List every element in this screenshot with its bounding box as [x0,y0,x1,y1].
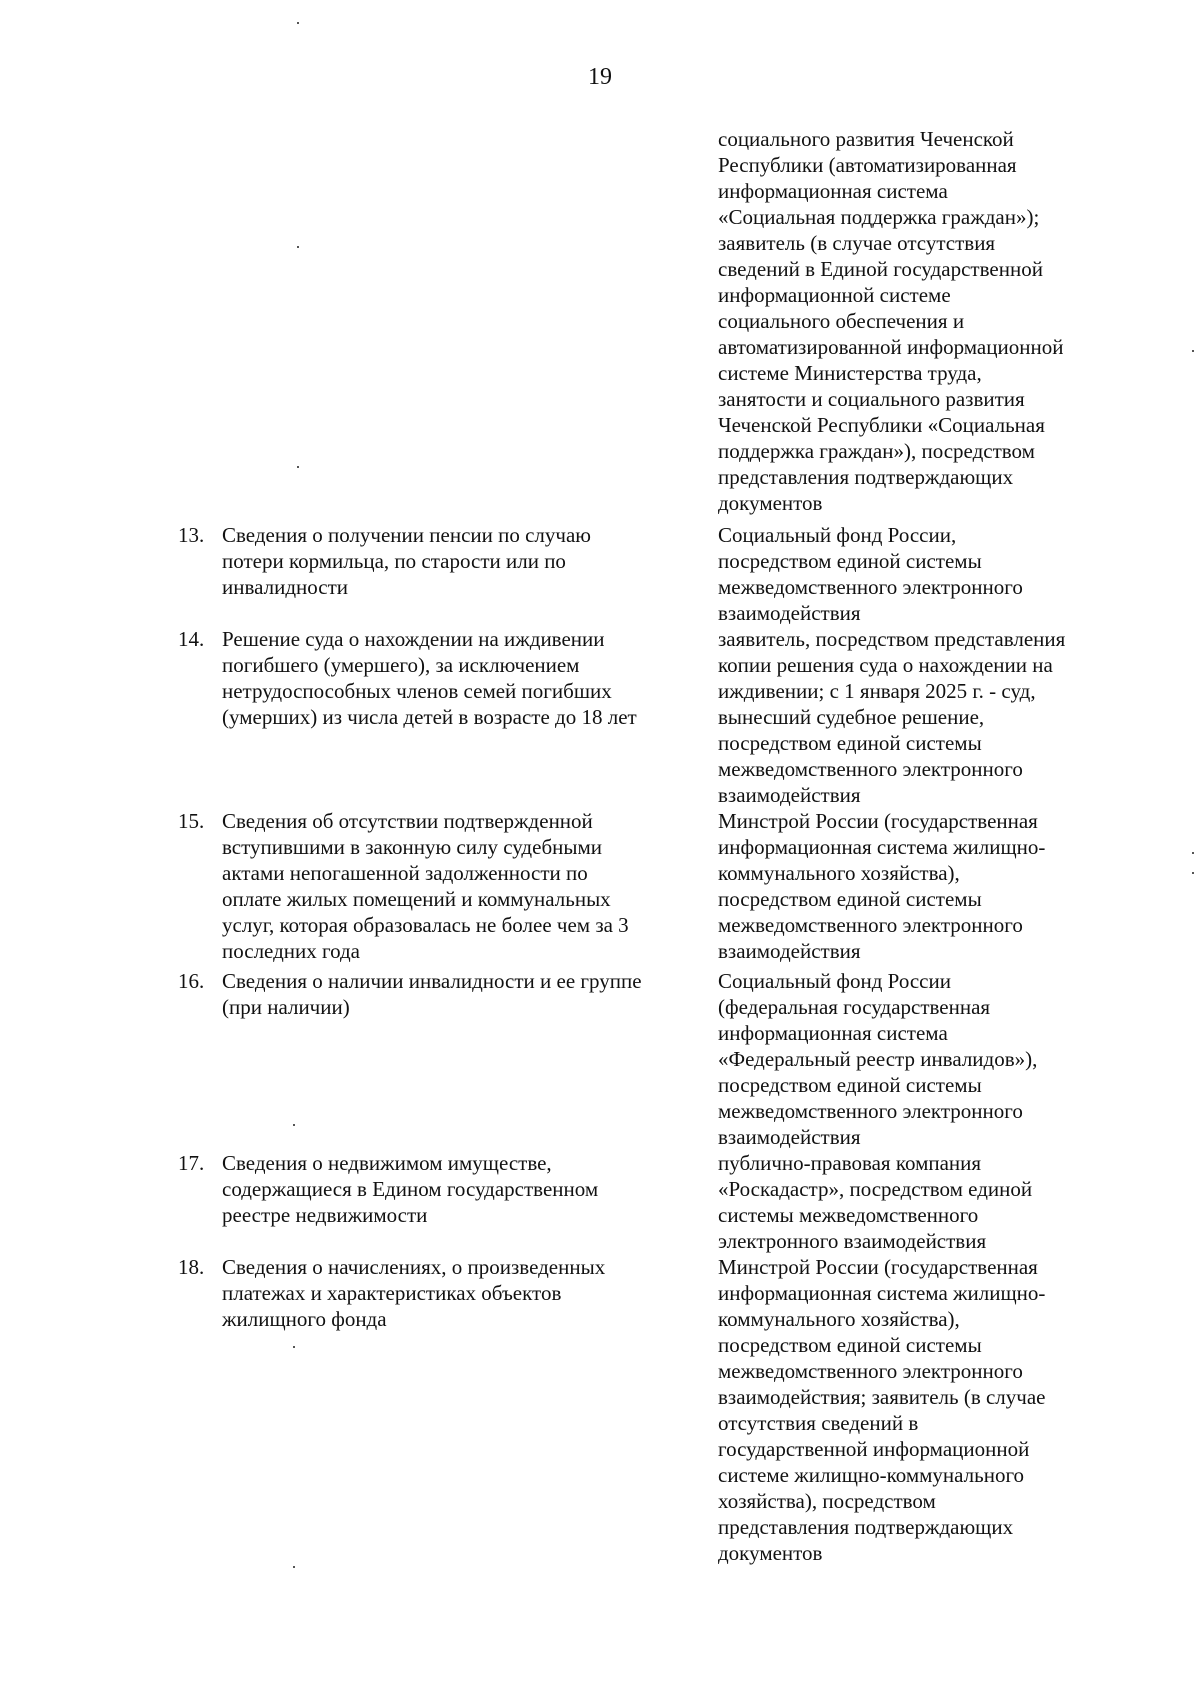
source-line: системе жилищно-коммунального [718,1463,1025,1487]
row-source [718,126,1158,516]
scan-speck [293,1566,295,1568]
row-description [222,522,716,600]
source-line: «Федеральный реестр инвалидов»), [718,1047,1038,1071]
description-line: инвалидности [222,575,349,599]
description-line: жилищного фонда [222,1307,387,1331]
source-line: взаимодействия; заявитель (в случае [718,1385,1046,1409]
description-line: Сведения о получении пенсии по случаю [222,523,591,547]
source-line: документов [718,491,823,515]
source-line: межведомственного электронного [718,913,1023,937]
row-source [718,1254,1158,1566]
source-line: электронного взаимодействия [718,1229,987,1253]
source-line: автоматизированной информационной [718,335,1064,359]
source-line: (федеральная государственная [718,995,991,1019]
scan-speck [1192,350,1194,352]
scan-speck [1192,872,1194,874]
source-line: межведомственного электронного [718,1099,1023,1123]
row-source [718,968,1158,1150]
source-line: межведомственного электронного [718,757,1023,781]
description-line: услуг, которая образовалась не более чем за 3 [222,913,629,937]
source-line: иждивении; с 1 января 2025 г. - суд, [718,679,1036,703]
description-line: погибшего (умершего), за исключением [222,653,580,677]
source-line: информационная система жилищно- [718,835,1046,859]
description-line: Сведения о недвижимом имуществе, [222,1151,552,1175]
description-line: (умерших) из числа детей в возрасте до 18 лет [222,705,637,729]
source-line: коммунального хозяйства), [718,861,960,885]
description-line: (при наличии) [222,995,350,1019]
source-line: государственной информационной [718,1437,1030,1461]
source-line: Социальный фонд России, [718,523,957,547]
description-line: Сведения о начислениях, о произведенных [222,1255,606,1279]
row-number: 13. [178,523,205,547]
description-line: Решение суда о нахождении на иждивении [222,627,605,651]
row-number: 14. [178,627,205,651]
source-line: Республики (автоматизированная [718,153,1017,177]
source-line: копии решения суда о нахождении на [718,653,1053,677]
source-line: межведомственного электронного [718,575,1023,599]
row-number: 17. [178,1151,205,1175]
description-line: вступившими в законную силу судебными [222,835,602,859]
scan-speck [1192,852,1194,854]
description-line: платежах и характеристиках объектов [222,1281,562,1305]
source-line: взаимодействия [718,1125,861,1149]
source-line: социального обеспечения и [718,309,965,333]
description-line: оплате жилых помещений и коммунальных [222,887,611,911]
source-line: системы межведомственного [718,1203,979,1227]
page-number: 19 [588,64,612,90]
source-line: Социальный фонд России [718,969,951,993]
source-line: социального развития Чеченской [718,127,1014,151]
source-line: хозяйства), посредством [718,1489,936,1513]
source-line: публично-правовая компания [718,1151,982,1175]
description-line: реестре недвижимости [222,1203,428,1227]
source-line: заявитель (в случае отсутствия [718,231,996,255]
row-number: 18. [178,1255,205,1279]
description-line: актами непогашенной задолженности по [222,861,588,885]
description-line: Сведения об отсутствии подтвержденной [222,809,593,833]
source-line: заявитель, посредством представления [718,627,1066,651]
source-line: посредством единой системы [718,1333,982,1357]
source-line: взаимодействия [718,939,861,963]
source-line: межведомственного электронного [718,1359,1023,1383]
source-line: представления подтверждающих [718,1515,1014,1539]
source-line: Минстрой России (государственная [718,809,1038,833]
description-line: потери кормильца, по старости или по [222,549,566,573]
scan-speck [293,1124,295,1126]
source-line: поддержка граждан»), посредством [718,439,1035,463]
row-source [718,626,1158,808]
source-line: посредством единой системы [718,731,982,755]
source-line: «Роскадастр», посредством единой [718,1177,1033,1201]
source-line: отсутствия сведений в [718,1411,919,1435]
source-line: занятости и социального развития [718,387,1025,411]
row-number: 16. [178,969,205,993]
scan-speck [297,22,299,24]
row-description [222,1150,716,1228]
row-description [222,626,716,730]
source-line: сведений в Единой государственной [718,257,1043,281]
row-description [222,1254,716,1332]
source-line: Чеченской Республики «Социальная [718,413,1045,437]
source-line: информационной системе [718,283,951,307]
description-line: нетрудоспособных членов семей погибших [222,679,612,703]
source-line: информационная система [718,179,948,203]
row-source [718,522,1158,626]
row-description [222,968,716,1020]
source-line: Минстрой России (государственная [718,1255,1038,1279]
source-line: взаимодействия [718,783,861,807]
source-line: посредством единой системы [718,549,982,573]
description-line: содержащиеся в Едином государственном [222,1177,599,1201]
row-description [222,808,716,964]
row-source [718,808,1158,964]
row-source [718,1150,1158,1254]
source-line: информационная система жилищно- [718,1281,1046,1305]
scan-speck [293,1346,295,1348]
scan-speck [297,466,299,468]
source-line: системе Министерства труда, [718,361,982,385]
description-line: последних года [222,939,361,963]
source-line: представления подтверждающих [718,465,1014,489]
source-line: вынесший судебное решение, [718,705,985,729]
source-line: информационная система [718,1021,948,1045]
source-line: документов [718,1541,823,1565]
scan-speck [297,246,299,248]
description-line: Сведения о наличии инвалидности и ее группе [222,969,642,993]
source-line: взаимодействия [718,601,861,625]
source-line: коммунального хозяйства), [718,1307,960,1331]
source-line: посредством единой системы [718,887,982,911]
source-line: посредством единой системы [718,1073,982,1097]
row-number: 15. [178,809,205,833]
source-line: «Социальная поддержка граждан»); [718,205,1040,229]
